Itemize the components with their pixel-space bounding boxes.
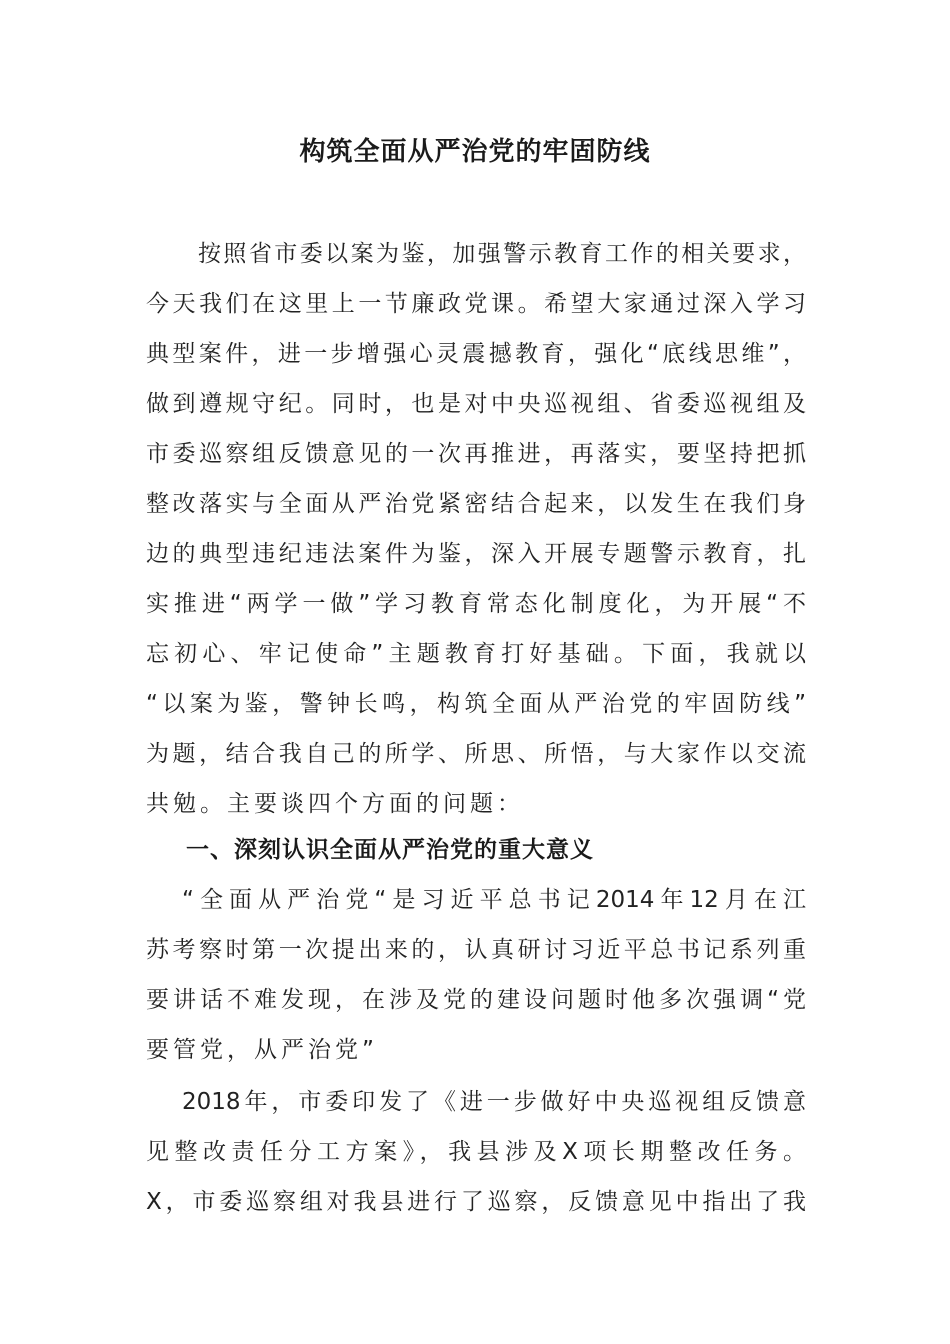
paragraph-line: 要讲话不难发现，在涉及党的建设问题时他多次强调“党 xyxy=(146,987,806,1013)
paragraph-line: 做到遵规守纪。同时，也是对中央巡视组、省委巡视组及 xyxy=(146,391,806,417)
paragraph-line: 实推进“两学一做”学习教育常态化制度化，为开展“不 xyxy=(146,591,806,617)
paragraph-line: 苏考察时第一次提出来的，认真研讨习近平总书记系列重 xyxy=(146,937,806,963)
paragraph-line: 整改落实与全面从严治党紧密结合起来，以发生在我们身 xyxy=(146,491,806,517)
paragraph-line: 要管党，从严治党” xyxy=(146,1037,378,1063)
paragraph-line: 今天我们在这里上一节廉政党课。希望大家通过深入学习 xyxy=(146,291,806,317)
paragraph-line: “全面从严治党“是习近平总书记2014年12月在江 xyxy=(182,887,806,913)
paragraph-line: X，市委巡察组对我县进行了巡察，反馈意见中指出了我 xyxy=(146,1189,806,1215)
paragraph-line: 2018年，市委印发了《进一步做好中央巡视组反馈意 xyxy=(182,1089,806,1115)
paragraph-line: 为题，结合我自己的所学、所思、所悟，与大家作以交流 xyxy=(146,741,806,767)
section-heading: 一、深刻认识全面从严治党的重大意义 xyxy=(186,837,594,863)
paragraph-line: 共勉。主要谈四个方面的问题： xyxy=(146,791,524,817)
paragraph-line: 市委巡察组反馈意见的一次再推进，再落实，要坚持把抓 xyxy=(146,441,806,467)
paragraph-line: 边的典型违纪违法案件为鉴，深入开展专题警示教育，扎 xyxy=(146,541,806,567)
paragraph-line: 忘初心、牢记使命”主题教育打好基础。下面，我就以 xyxy=(146,641,806,667)
paragraph-line: “以案为鉴，警钟长鸣，构筑全面从严治党的牢固防线” xyxy=(146,691,806,717)
document-title: 构筑全面从严治党的牢固防线 xyxy=(299,137,651,167)
paragraph-line: 按照省市委以案为鉴，加强警示教育工作的相关要求， xyxy=(198,241,806,267)
paragraph-line: 典型案件，进一步增强心灵震撼教育，强化“底线思维”， xyxy=(146,341,806,367)
paragraph-line: 见整改责任分工方案》，我县涉及X项长期整改任务。 xyxy=(146,1139,806,1165)
